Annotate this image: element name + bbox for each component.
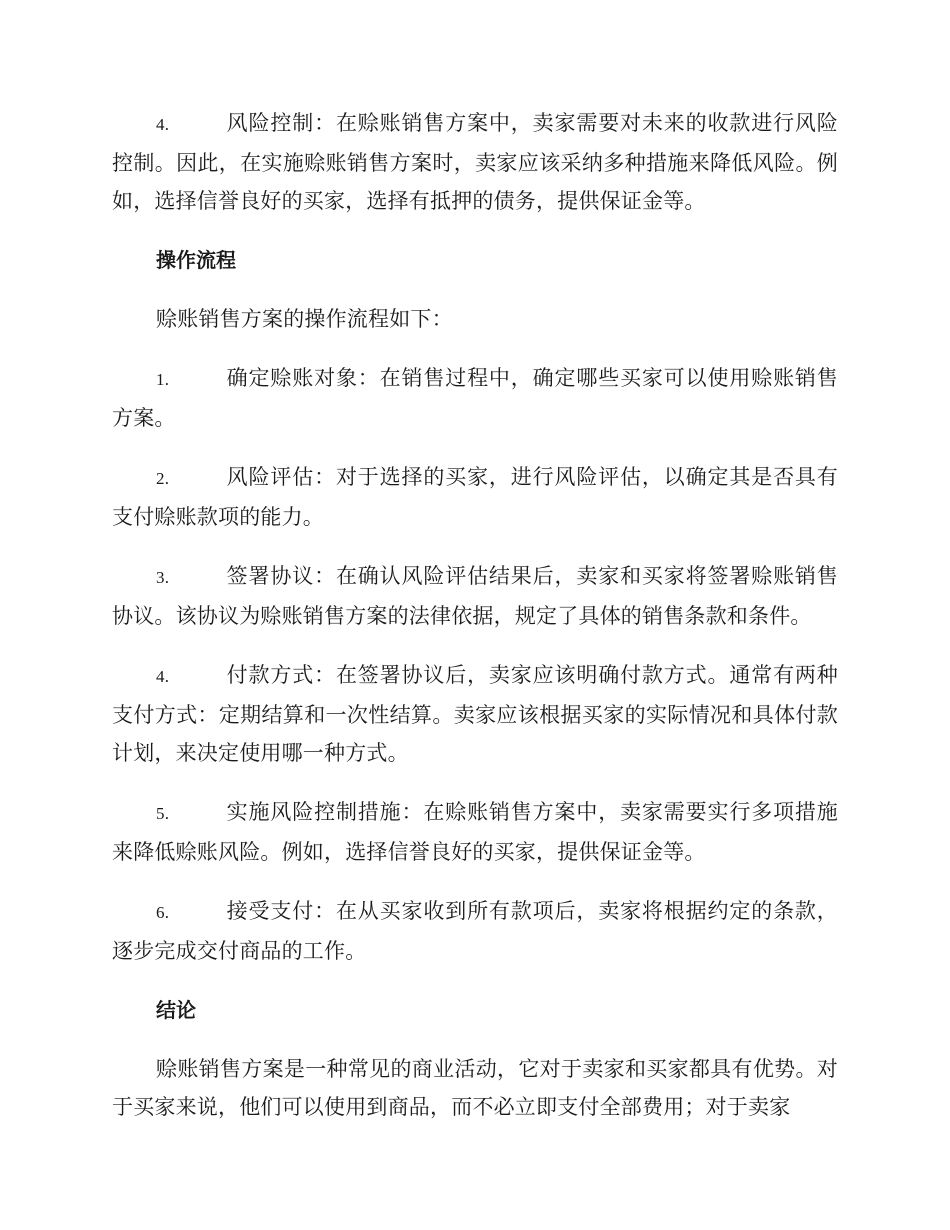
list-item-text: 实施风险控制措施：在赊账销售方案中，卖家需要实行多项措施来降低赊账风险。例如，选择信誉良好的买家，提供保证金等。 <box>112 800 838 864</box>
list-number: 2. <box>156 469 170 488</box>
paragraph-flow-intro: 赊账销售方案的操作流程如下： <box>156 307 453 331</box>
section-heading-operation-flow: 操作流程 <box>156 248 236 272</box>
list-number: 3. <box>156 568 170 587</box>
list-item-text: 付款方式：在签署协议后，卖家应该明确付款方式。通常有两种支付方式：定期结算和一次性结算。卖家应该根据买家的实际情况和具体付款计划，来决定使用哪一种方式。 <box>112 663 838 765</box>
list-item-step-6 <box>112 892 838 970</box>
list-item-step-2 <box>112 458 838 536</box>
list-item-step-1 <box>112 359 838 437</box>
list-item-text: 签署协议：在确认风险评估结果后，卖家和买家将签署赊账销售协议。该协议为赊账销售方案的法律依据，规定了具体的销售条款和条件。 <box>112 564 838 628</box>
list-item-text: 风险控制：在赊账销售方案中，卖家需要对未来的收款进行风险控制。因此，在实施赊账销售方案时，卖家应该采纳多种措施来降低风险。例如，选择信誉良好的买家，选择有抵押的债务，提供保证金等。 <box>112 111 838 213</box>
list-number: 5. <box>156 804 170 823</box>
list-number: 6. <box>156 903 170 922</box>
list-item-text: 接受支付：在从买家收到所有款项后，卖家将根据约定的条款，逐步完成交付商品的工作。 <box>112 899 838 963</box>
list-item-step-3 <box>112 557 838 635</box>
document-body <box>112 104 838 1147</box>
list-item-step-5 <box>112 793 838 871</box>
list-number: 1. <box>156 370 170 389</box>
section-heading-conclusion: 结论 <box>156 998 196 1022</box>
list-number: 4. <box>156 667 170 686</box>
paragraph-conclusion: 赊账销售方案是一种常见的商业活动，它对于卖家和买家都具有优势。对于买家来说，他们可以使用到商品，而不必立即支付全部费用；对于卖家 <box>112 1057 838 1119</box>
list-item-risk-control <box>112 104 838 220</box>
list-item-step-4 <box>112 656 838 772</box>
list-number: 4. <box>156 115 170 134</box>
list-item-text: 确定赊账对象：在销售过程中，确定哪些买家可以使用赊账销售方案。 <box>112 366 838 430</box>
list-item-text: 风险评估：对于选择的买家，进行风险评估，以确定其是否具有支付赊账款项的能力。 <box>112 465 838 529</box>
